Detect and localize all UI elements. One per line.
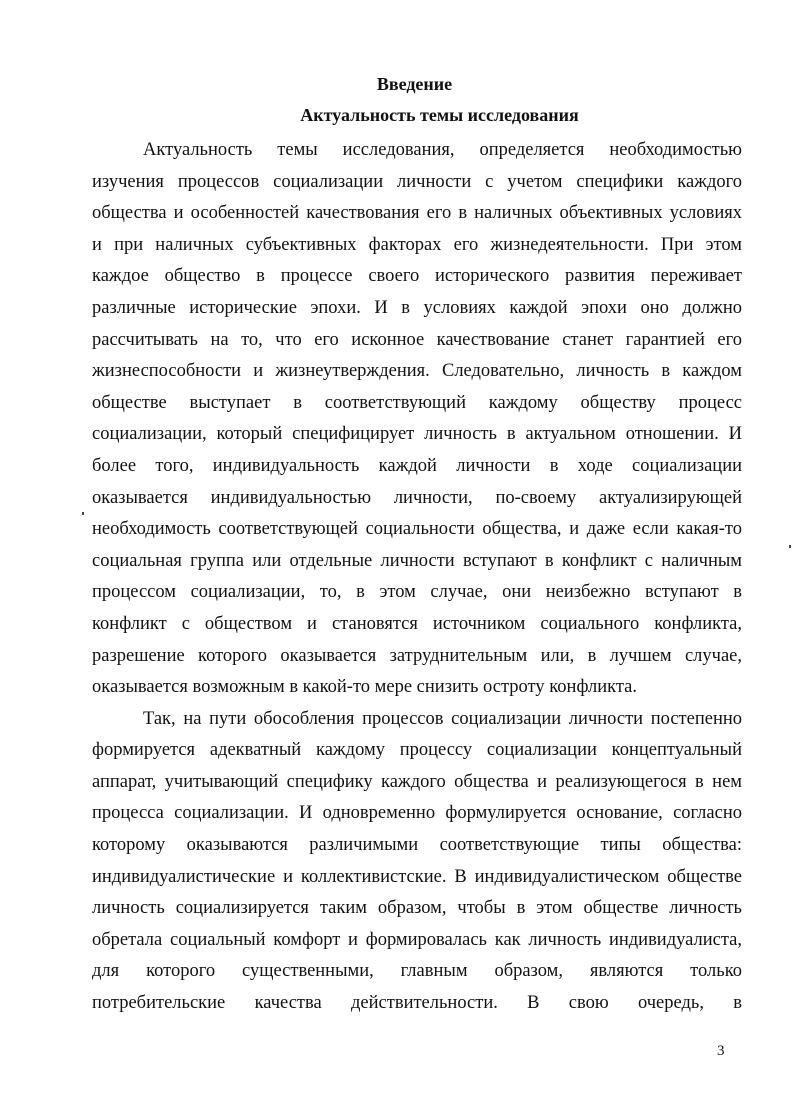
- page-number: 3: [717, 1043, 725, 1059]
- section-subtitle: Актуальность темы исследования: [300, 105, 579, 125]
- section-title: Введение: [376, 74, 453, 94]
- text-line: Актуальность темы исследования, определяется необходимостью: [143, 140, 742, 160]
- text-line: обретала социальный комфорт и формировалась как личность индивидуалиста,: [92, 929, 742, 950]
- text-line: потребительские качества действительности. В свою очередь, в: [92, 993, 742, 1014]
- text-line: различные исторические эпохи. И в условиях каждой эпохи оно должно: [92, 297, 742, 318]
- text-line: процессом социализации, то, в этом случае, они неизбежно вступают в: [92, 582, 742, 603]
- text-line: формируется адекватный каждому процессу социализации концептуальный: [92, 740, 742, 761]
- text-line: личность социализируется таким образом, чтобы в этом обществе личность: [92, 898, 742, 919]
- body-text: [92, 135, 742, 1020]
- text-line: Так, на пути обособления процессов социализации личности постепенно: [143, 708, 742, 729]
- text-line: общества и особенностей качествования его в наличных объективных условиях: [92, 203, 742, 224]
- scan-speck: [82, 512, 84, 515]
- text-line: для которого существенными, главным образом, являются только: [92, 961, 742, 982]
- text-line: необходимость соответствующей социальности общества, и даже если какая-то: [92, 519, 742, 540]
- text-line: каждое общество в процессе своего исторического развития переживает: [92, 266, 742, 287]
- paragraph-1: [92, 135, 742, 704]
- text-line: более того, индивидуальность каждой личности в ходе социализации: [92, 455, 742, 476]
- text-line: обществе выступает в соответствующий каждому обществу процесс: [92, 392, 742, 413]
- text-line: социализации, который специфицирует личность в актуальном отношении. И: [92, 424, 742, 445]
- text-line: процесса социализации. И одновременно формулируется основание, согласно: [92, 803, 742, 824]
- text-line: аппарат, учитывающий специфику каждого общества и реализующегося в нем: [92, 771, 742, 792]
- text-line: индивидуалистические и коллективистские. В индивидуалистическом обществе: [92, 866, 742, 887]
- text-line: разрешение которого оказывается затруднительным или, в лучшем случае,: [92, 645, 742, 666]
- text-line: оказывается индивидуальностью личности, по-своему актуализирующей: [92, 487, 742, 508]
- text-line: жизнеспособности и жизнеутверждения. Следовательно, личность в каждом: [92, 361, 742, 382]
- text-line: конфликт с обществом и становятся источником социального конфликта,: [92, 613, 742, 634]
- text-line: оказывается возможным в какой-то мере снизить остроту конфликта.: [92, 677, 638, 698]
- scan-speck: [789, 545, 791, 548]
- text-line: социальная группа или отдельные личности вступают в конфликт с наличным: [92, 550, 742, 571]
- text-line: рассчитывать на то, что его исконное качествование станет гарантией его: [92, 329, 742, 350]
- text-line: изучения процессов социализации личности с учетом специфики каждого: [92, 171, 742, 192]
- text-line: которому оказываются различимыми соответствующие типы общества:: [92, 835, 742, 856]
- paragraph-2: [92, 704, 742, 1020]
- text-line: и при наличных субъективных факторах его жизнедеятельности. При этом: [92, 234, 742, 255]
